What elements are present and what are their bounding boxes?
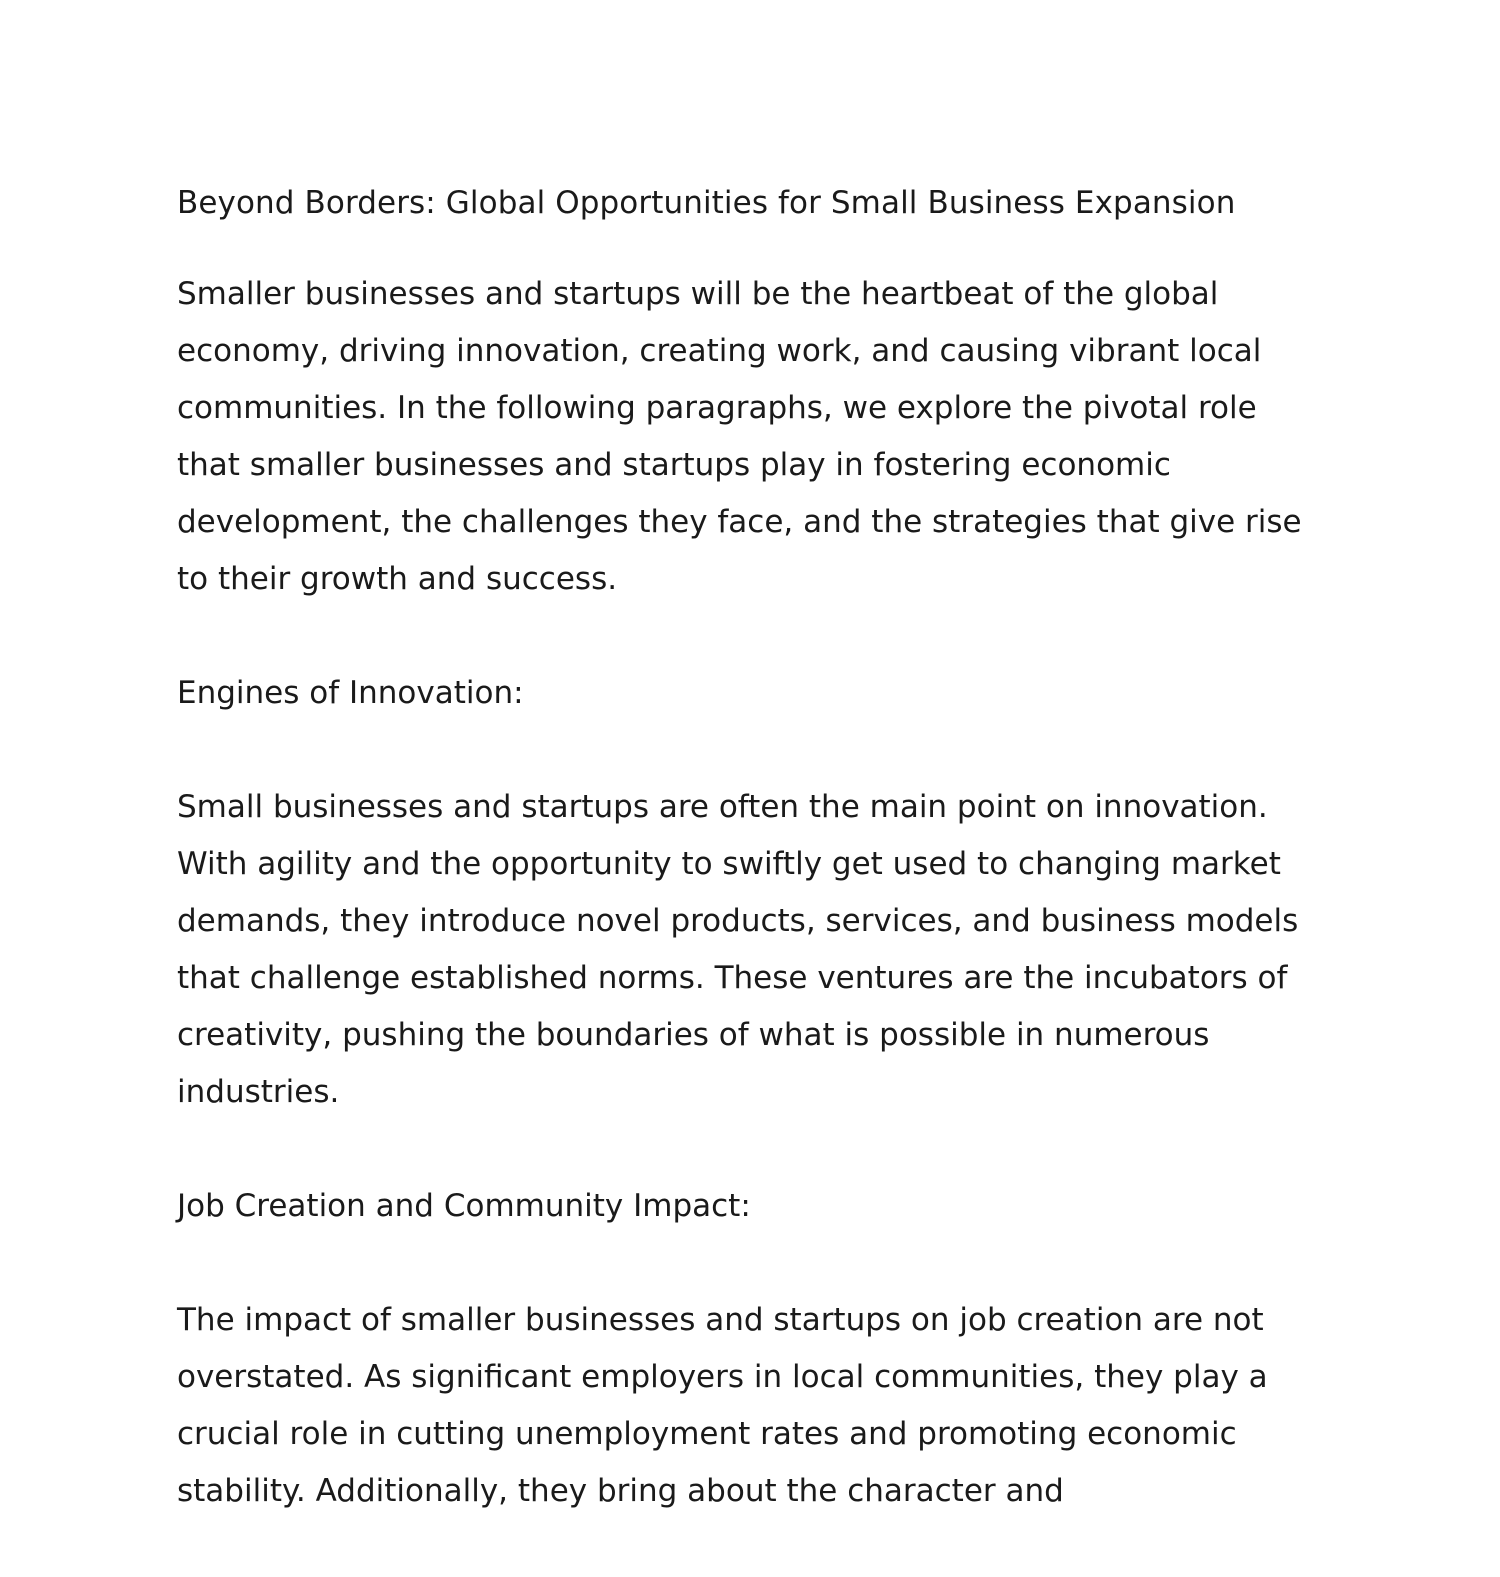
- section-heading-innovation: Engines of Innovation:: [177, 675, 524, 711]
- intro-paragraph: Smaller businesses and startups will be the heartbeat of the global economy, driving innovation, creating work, and causing vibrant local communities. In the following paragraphs, we explore the pivotal role that smaller businesses and startups play in fostering economic development, the challenges they face, and the strategies that give rise to their growth and success.: [177, 276, 1302, 597]
- document-title: Beyond Borders: Global Opportunities for Small Business Expansion: [177, 185, 1236, 221]
- section-heading-job-creation: Job Creation and Community Impact:: [177, 1188, 751, 1224]
- document-page: [177, 180, 1327, 1577]
- section-body-innovation: Small businesses and startups are often the main point on innovation. With agility and the opportunity to swiftly get used to changing market demands, they introduce novel products, services, and business models that challenge established norms. These ventures are the incubators of creativity, pushing the boundaries of what is possible in numerous industries.: [177, 789, 1299, 1110]
- section-body-job-creation: The impact of smaller businesses and startups on job creation are not overstated. As significant employers in local communities, they play a crucial role in cutting unemployment rates and promoting economic stability. Additionally, they bring about the character and: [177, 1302, 1268, 1509]
